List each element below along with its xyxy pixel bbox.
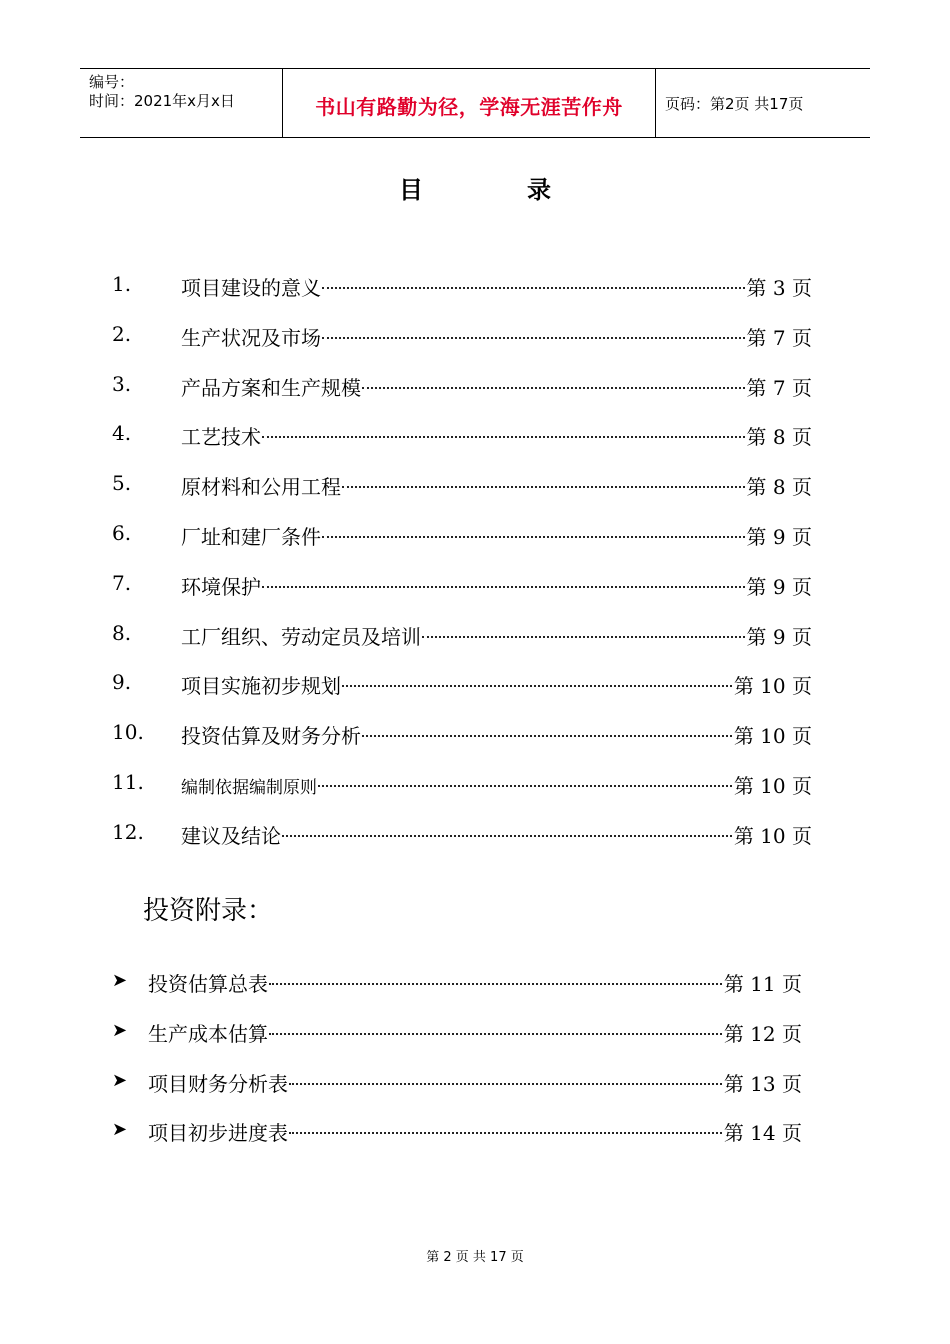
- appendix-item-label: 生产成本估算: [148, 1021, 268, 1046]
- appendix-title: 投资附录：: [143, 896, 274, 926]
- page-header: [80, 68, 870, 138]
- header-time: 时间：2021年x月x日: [89, 92, 235, 110]
- toc-item-leader: [322, 272, 745, 289]
- arrow-bullet-icon: ➤: [112, 1119, 128, 1141]
- toc-item-page: 第 10 页: [733, 674, 812, 699]
- toc-item-page: 第 9 页: [746, 624, 812, 649]
- toc-item-number: 12.: [112, 819, 144, 844]
- toc-item-label: 产品方案和生产规模: [181, 375, 361, 400]
- toc-item-label: 环境保护: [181, 574, 261, 599]
- toc-item-label: 原材料和公用工程: [181, 475, 341, 500]
- toc-item-label: 项目实施初步规划: [181, 674, 341, 699]
- toc-item-number: 4.: [112, 421, 132, 446]
- toc-item-leader: [422, 621, 745, 638]
- appendix-item-page: 第 11 页: [723, 972, 802, 996]
- toc-item-number: 7.: [112, 570, 132, 595]
- toc-item-number: 3.: [112, 371, 132, 396]
- toc-item-number: 11.: [112, 770, 144, 794]
- appendix-item-page: 第 13 页: [723, 1071, 802, 1096]
- toc-item-number: 9.: [112, 670, 132, 695]
- page-footer: 第 2 页 共 17 页: [426, 1250, 524, 1265]
- toc-item-label: 工艺技术: [181, 425, 261, 450]
- toc-item-page: 第 7 页: [746, 325, 812, 350]
- toc-item-label: 投资估算及财务分析: [181, 724, 361, 749]
- appendix-item-label: 项目财务分析表: [148, 1071, 288, 1096]
- header-number: 编号：: [89, 73, 135, 91]
- toc-item-label: 工厂组织、劳动定员及培训: [181, 624, 421, 649]
- toc-item-leader: [322, 322, 745, 339]
- toc-item-leader: [362, 372, 745, 389]
- toc-item-page: 第 9 页: [746, 525, 812, 549]
- toc-item-page: 第 10 页: [733, 774, 812, 798]
- appendix-item-leader: [269, 1018, 722, 1035]
- toc-title: [0, 170, 950, 205]
- toc-item-number: 6.: [112, 521, 132, 545]
- toc-item-leader: [282, 820, 732, 837]
- header-cell-info: [80, 69, 283, 137]
- toc-item-page: 第 7 页: [746, 375, 812, 400]
- arrow-bullet-icon: ➤: [112, 1069, 128, 1091]
- toc-item-number: 8.: [112, 620, 132, 645]
- appendix-item-label: 项目初步进度表: [148, 1121, 288, 1146]
- toc-item-page: 第 10 页: [733, 823, 812, 848]
- toc-item-label: 项目建设的意义: [181, 276, 321, 300]
- toc-item-number: 5.: [112, 471, 132, 496]
- toc-item-label: 建议及结论: [181, 823, 281, 848]
- toc-item-label: 编制依据编制原则: [181, 778, 317, 798]
- toc-item-leader: [262, 571, 745, 588]
- arrow-bullet-icon: ➤: [112, 970, 128, 991]
- toc-item-leader: [362, 720, 732, 737]
- toc-item-page: 第 3 页: [746, 276, 812, 300]
- toc-item-page: 第 8 页: [746, 475, 812, 500]
- toc-title-left: 目: [399, 176, 423, 204]
- arrow-bullet-icon: ➤: [112, 1019, 128, 1041]
- appendix-item-page: 第 14 页: [723, 1121, 802, 1146]
- toc-item-leader: [322, 521, 745, 538]
- toc-item-leader: [262, 421, 745, 438]
- toc-item-label: 生产状况及市场: [181, 325, 321, 350]
- appendix-item-label: 投资估算总表: [148, 972, 268, 996]
- toc-item-page: 第 9 页: [746, 574, 812, 599]
- toc-item-leader: [318, 770, 732, 787]
- toc-item-number: 10.: [112, 720, 144, 745]
- toc-item-leader: [342, 471, 745, 488]
- appendix-item-leader: [269, 968, 722, 985]
- toc-item-label: 厂址和建厂条件: [181, 525, 321, 549]
- appendix-item-leader: [289, 1117, 722, 1134]
- appendix-item-leader: [289, 1068, 722, 1085]
- toc-title-right: 录: [527, 176, 551, 204]
- toc-item-number: 2.: [112, 321, 132, 346]
- header-motto: 书山有路勤为径，学海无涯苦作舟: [315, 95, 623, 119]
- appendix-item-page: 第 12 页: [723, 1021, 802, 1046]
- toc-item-leader: [342, 670, 732, 687]
- header-page-info: 页码：第2页 共17页: [665, 95, 804, 113]
- header-cell-page: [656, 69, 870, 137]
- toc-item-page: 第 10 页: [733, 724, 812, 749]
- toc-item-page: 第 8 页: [746, 425, 812, 450]
- toc-item-number: 1.: [112, 272, 132, 296]
- header-cell-motto: [283, 69, 656, 137]
